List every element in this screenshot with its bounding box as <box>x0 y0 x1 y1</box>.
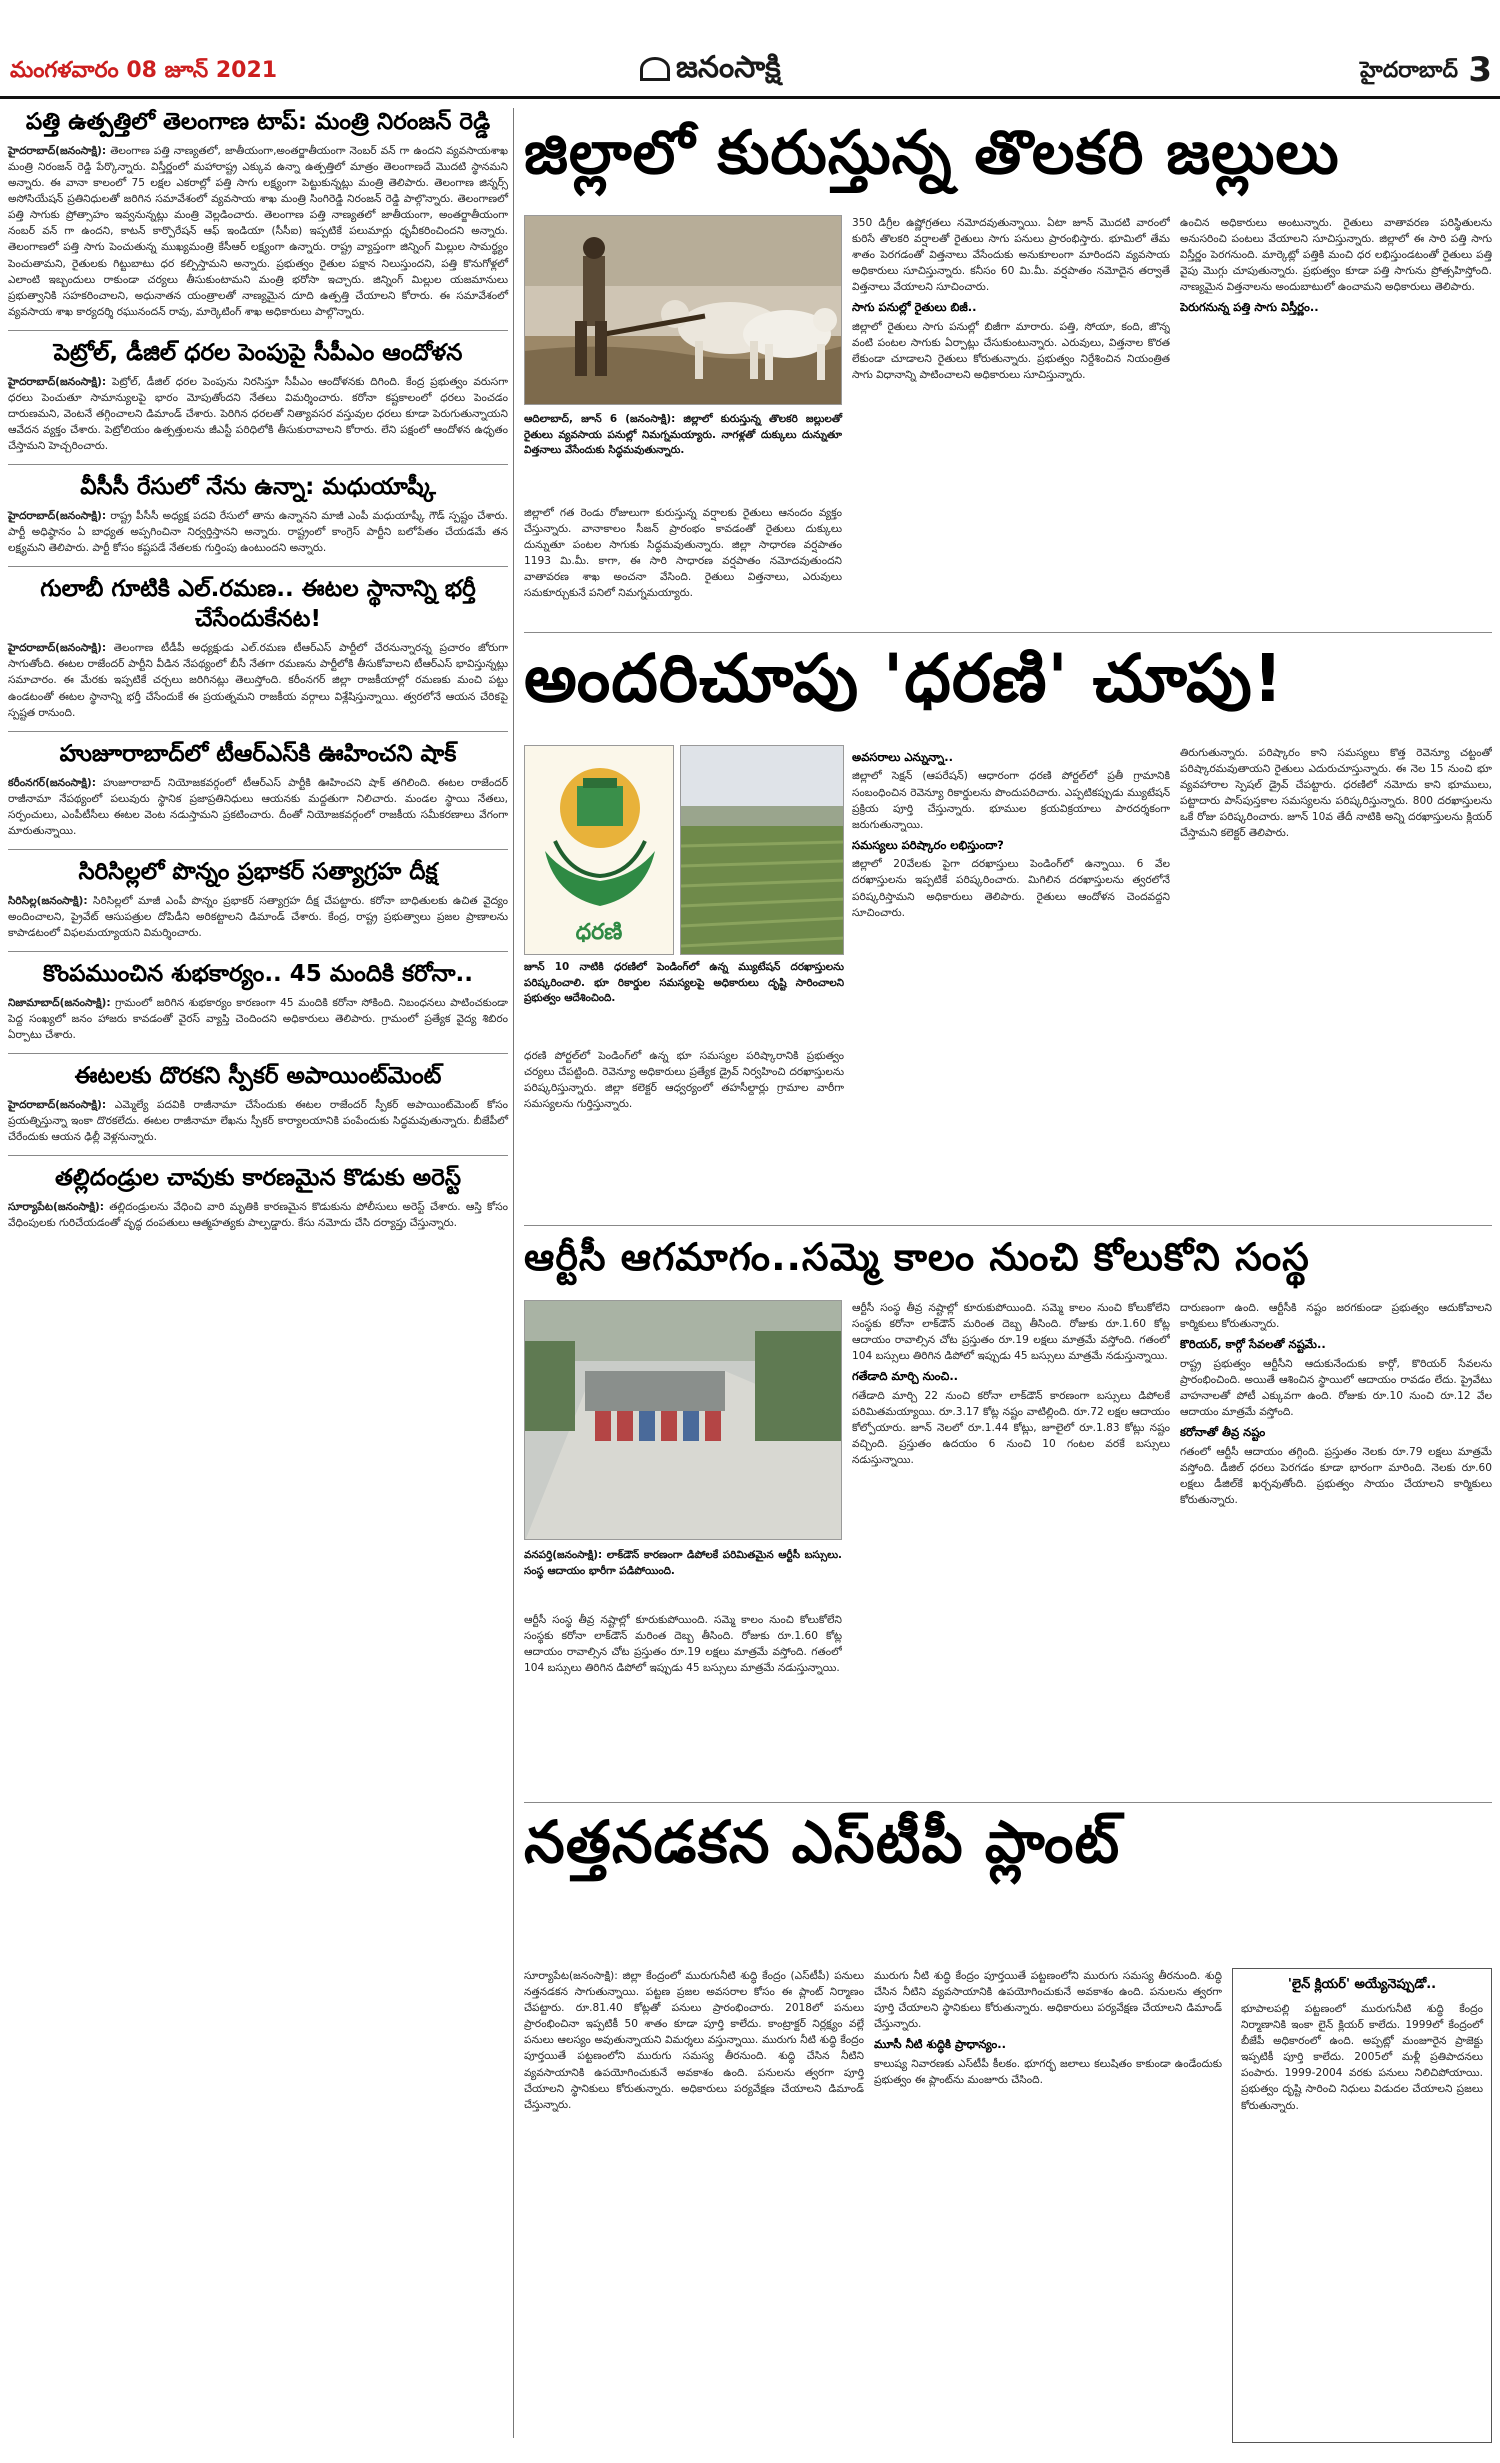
story-madhuyashki <box>8 473 508 556</box>
story-body <box>8 508 508 556</box>
dateline: సూర్యాపేట(జనంసాక్షి): <box>8 1201 104 1214</box>
story-text: సిరిసిల్లలో మాజీ ఎంపీ పొన్నం ప్రభాకర్ సత్యాగ్రహ దీక్ష చేపట్టారు. కరోనా బాధితులకు ఉచిత వైద్యం అందించాలని, ప్రైవేట్ ఆసుపత్రుల దోపిడీని అరికట్టాలని డిమాండ్ చేశారు. కేంద్ర, రాష్ట్ర ప్రభుత్వాలు ప్రజల ప్రాణాలను కాపాడటంలో విఫలమయ్యాయని విమర్శించారు. <box>8 894 508 940</box>
story-body <box>8 1199 508 1231</box>
story-body <box>8 1097 508 1145</box>
story-lramana <box>8 575 508 720</box>
story-headline: తల్లిదండ్రుల చావుకు కారణమైన కొడుకు అరెస్ట్ <box>55 1165 461 1192</box>
story-text: గ్రామంలో జరిగిన శుభకార్యం కారణంగా 45 మందికి కరోనా సోకింది. నిబంధనలు పాటించకుండా పెద్ద సంఖ్యలో జనం హాజరు కావడంతో వైరస్ వ్యాప్తి చెందిందని అధికారులు తెలిపారు. గ్రామంలో ప్రత్యేక వైద్య శిబిరం ఏర్పాటు చేశారు. <box>8 997 508 1042</box>
jillalo-col-c <box>1180 215 1492 627</box>
story-cpm <box>8 339 508 454</box>
headline-jillalo: జిల్లాలో కురుస్తున్న తొలకరి జల్లులు <box>524 118 1340 188</box>
dharani-hands-icon <box>525 746 674 916</box>
story-text: జిల్లాలో సెక్షన్ (ఆపరేషన్) ఆధారంగా ధరణి పోర్టల్‌లో ప్రతీ గ్రామానికి సంబంధించిన రెవెన్యూ రికార్డులను పొందుపరిచారు. ఎప్పటికప్పుడు మ్యుటేషన్ ప్రక్రియ పూర్తి చేస్తున్నారు. భూముల క్రయవిక్రయాలు పారదర్శకంగా జరుగుతున్నాయి. <box>852 770 1170 831</box>
story-headline: కొంపముంచిన శుభకార్యం.. 45 మందికి కరోనా.. <box>42 961 474 988</box>
dateline: కరీంనగర్(జనంసాక్షి): <box>8 776 97 789</box>
page-number: 3 <box>1468 50 1492 90</box>
edition-city: హైదరాబాద్ <box>1360 58 1458 83</box>
story-ponnam <box>8 858 508 941</box>
subheading: అవసరాలు ఎన్నున్నా.. <box>852 750 953 764</box>
dharani-logo <box>524 745 674 955</box>
story-text: గతంలో ఆర్టీసీ ఆదాయం తగ్గింది. ప్రస్తుతం నెలకు రూ.79 లక్షలు మాత్రమే వస్తోంది. డీజిల్ ధరలు పెరగడం కూడా భారంగా మారింది. నెలకు రూ.60 లక్షలు డీజిల్‌కే ఖర్చవుతోంది. ప్రభుత్వం సాయం చేయాలని కార్మికులు కోరుతున్నారు. <box>1180 1445 1492 1506</box>
story-text: తెలంగాణ టీడీపీ అధ్యక్షుడు ఎల్.రమణ టీఆర్ఎస్ పార్టీలో చేరనున్నారన్న ప్రచారం జోరుగా సాగుతోంది. ఈటల రాజేందర్ పార్టీని వీడిన నేపథ్యంలో బీసీ నేతగా రమణను పార్టీలోకి తీసుకోవాలని టీఆర్ఎస్ భావిస్తున్నట్లు సమాచారం. ఈ మేరకు ఇప్పటికే చర్చలు జరిగినట్లు తెలుస్తోంది. కరీంనగర్ జిల్లా రాజకీయాల్లో రమణకు మంచి పట్టు ఉండటంతో ఈటల స్థానాన్ని భర్తీ చేసేందుకే ఈ ప్రయత్నమని రాజకీయ వర్గాలు విశ్లేషిస్తున్నాయి. త్వరలోనే ఆయన చేరికపై స్పష్టత రానుంది. <box>8 642 509 719</box>
section-rule <box>524 1225 1492 1226</box>
dateline: హైదరాబాద్(జనంసాక్షి): <box>8 144 107 157</box>
story-divider <box>8 464 508 465</box>
story-son-arrest <box>8 1164 508 1231</box>
dateline: సిరిసిల్ల(జనంసాక్షి): <box>8 894 88 907</box>
masthead <box>0 0 1500 92</box>
story-body <box>8 995 508 1043</box>
farmer-oxen-illustration <box>525 216 842 405</box>
story-text: 350 డిగ్రీల ఉష్ణోగ్రతలు నమోదవుతున్నాయి. ఏటా జూన్ మొదటి వారంలో కురిసే తొలకరి వర్షాలతో రైతులు సాగు పనులు ప్రారంభిస్తారు. భూమిలో తేమ శాతం పెరగడంతో విత్తనాలు వేసేందుకు అనుకూలంగా మారిందని వ్యవసాయ అధికారులు సూచిస్తున్నారు. కనీసం 60 మి.మీ. వర్షపాతం నమోదైన తర్వాతే విత్తనాలు వేయాలని సూచించారు. <box>852 217 1170 294</box>
farmer-oxen-photo <box>524 215 842 405</box>
story-body <box>8 374 508 454</box>
story-text: జిల్లాలో గత రెండు రోజులుగా కురుస్తున్న వర్షాలకు రైతులు ఆనందం వ్యక్తం చేస్తున్నారు. వానాకాలం సీజన్ ప్రారంభం కావడంతో రైతులు దుక్కులు దున్నుతూ పంటల సాగుకు సిద్ధమవుతున్నారు. జిల్లా సాధారణ వర్షపాతం 1193 మి.మీ. కాగా, ఈ సారి సాధారణ వర్షపాతం నమోదవుతుందని వాతావరణ శాఖ అంచనా వేసింది. రైతులు విత్తనాలు, ఎరువులు సమకూర్చుకునే పనిలో నిమగ్నమయ్యారు. <box>524 507 842 600</box>
dateline: హైదరాబాద్(జనంసాక్షి): <box>8 1099 107 1112</box>
dateline: హైదరాబాద్(జనంసాక్షి): <box>8 510 107 523</box>
dharani-col-c <box>1180 745 1492 1218</box>
story-eatala-speaker <box>8 1062 508 1145</box>
story-divider <box>8 1053 508 1054</box>
subheading: గతేడాది మార్చి నుంచి.. <box>852 1369 959 1384</box>
story-divider <box>8 951 508 952</box>
dharani-col-a <box>524 1048 844 1218</box>
subheading: సమస్యలు పరిష్కారం లభిస్తుందా? <box>852 837 1004 852</box>
photo-caption: ఆదిలాబాద్, జూన్ 6 (జనంసాక్షి): జిల్లాలో కురుస్తున్న తొలకరి జల్లులతో రైతులు వ్యవసాయ పనుల్లో నిమగ్నమయ్యారు. నాగళ్లతో దుక్కులు దున్నుతూ విత్తనాలు వేసేందుకు సిద్ధమవుతున్నారు. <box>524 413 842 457</box>
story-text: ఆర్టీసీ సంస్థ తీవ్ర నష్టాల్లో కూరుకుపోయింది. సమ్మె కాలం నుంచి కోలుకోలేని సంస్థకు కరోనా లాక్‌డౌన్ మరింత దెబ్బ తీసింది. రోజుకు రూ.1.60 కోట్ల ఆదాయం రావాల్సిన చోట ప్రస్తుతం రూ.19 లక్షలు మాత్రమే వస్తోంది. గతంలో 104 బస్సులు తిరిగిన డిపోలో ఇప్పుడు 45 బస్సులు మాత్రమే నడుస్తున్నాయి. <box>524 1614 842 1675</box>
logo-text: జనంసాక్షి <box>676 50 781 85</box>
story-divider <box>8 849 508 850</box>
bus-depot-illustration <box>525 1301 842 1540</box>
story-corona-45 <box>8 960 508 1043</box>
photo-caption: జూన్ 10 నాటికి ధరణిలో పెండింగ్‌లో ఉన్న మ్యుటేషన్ దరఖాస్తులను పరిష్కరించాలి. భూ రికార్డుల సమస్యలపై అధికారులు దృష్టి సారించాలని ప్రభుత్వం ఆదేశించింది. <box>524 961 844 1005</box>
story-text: ఉంచిన అధికారులు అంటున్నారు. రైతులు వాతావరణ పరిస్థితులను అనుసరించి పంటలు వేయాలని సూచిస్తున్నారు. జిల్లాలో ఈ సారి పత్తి సాగు విస్తీర్ణం పెరగనుంది. మార్కెట్లో పత్తికి మంచి ధర లభిస్తుండటంతో రైతులు పత్తి వైపు మొగ్గు చూపుతున్నారు. ప్రభుత్వం కూడా పత్తి సాగును ప్రోత్సహిస్తోంది. నాణ్యమైన విత్తనాలను అందుబాటులో ఉంచామని అధికారులు తెలిపారు. <box>1180 217 1492 294</box>
dateline: హైదరాబాద్(జనంసాక్షి): <box>8 375 107 388</box>
subheading: సాగు పనుల్లో రైతులు బిజీ.. <box>852 300 977 315</box>
story-headline: గులాబీ గూటికి ఎల్.రమణ.. ఈటల స్థానాన్ని భర్తీ చేసేందుకేనట! <box>40 576 476 633</box>
story-headline: ఈటలకు దొరకని స్పీకర్ అపాయింట్‌మెంట్ <box>74 1063 442 1090</box>
subheading: కరోనాతో తీవ్ర నష్టం <box>1180 1425 1266 1440</box>
edition-date: మంగళవారం 08 జూన్ 2021 <box>10 58 278 83</box>
stp-sidebar-box <box>1232 1968 1492 2443</box>
rtc-col-a <box>524 1612 842 1797</box>
field-illustration <box>681 746 844 955</box>
rtc-col-b <box>852 1300 1170 1797</box>
story-divider <box>8 330 508 331</box>
photo-caption: వనపర్తి(జనంసాక్షి): లాక్‌డౌన్ కారణంగా డిపోలకే పరిమితమైన ఆర్టీసీ బస్సులు. సంస్థ ఆదాయం భారీగా పడిపోయింది. <box>524 1549 842 1577</box>
masthead-rule <box>0 96 1500 99</box>
bus-depot-photo <box>524 1300 842 1540</box>
rtc-col-c <box>1180 1300 1492 1797</box>
subheading: పెరుగనున్న పత్తి సాగు విస్తీర్ణం.. <box>1180 300 1319 315</box>
headline-rtc: ఆర్టీసీ ఆగమాగం..సమ్మె కాలం నుంచి కోలుకోని సంస్థ <box>524 1235 1310 1279</box>
story-text: జిల్లాలో 20వేలకు పైగా దరఖాస్తులు పెండింగ్‌లో ఉన్నాయి. 6 వేల దరఖాస్తులను ఇప్పటికే పరిష్కరించారు. మిగిలిన దరఖాస్తులను త్వరలోనే పరిష్కరిస్తామని అధికారులు తెలిపారు. రైతులు ఆందోళన చెందవద్దని సూచించారు. <box>852 858 1170 919</box>
story-headline: వీసీసీ రేసులో నేను ఉన్నా: మధుయాష్కీ <box>80 474 436 501</box>
dharani-col-b <box>852 745 1170 1218</box>
story-text: రాష్ట్ర ప్రభుత్వం ఆర్టీసీని ఆదుకునేందుకు కార్గో, కొరియర్ సేవలను ప్రారంభించింది. అయితే ఆశించిన స్థాయిలో ఆదాయం రావడం లేదు. ప్రైవేటు వాహనాలతో పోటీ ఎక్కువగా ఉంది. రోజుకు రూ.10 నుంచి రూ.12 వేల ఆదాయం మాత్రమే వస్తోంది. <box>1180 1357 1492 1418</box>
story-text: మురుగు నీటి శుద్ధి కేంద్రం పూర్తయితే పట్టణంలోని మురుగు సమస్య తీరనుంది. శుద్ధి చేసిన నీటిని వ్యవసాయానికి ఉపయోగించుకునే అవకాశం ఉంది. పనులను త్వరగా పూర్తి చేయాలని స్థానికులు కోరుతున్నారు. అధికారులు పర్యవేక్షణ చేయాలని డిమాండ్ చేస్తున్నారు. <box>524 2034 864 2111</box>
story-headline: పెట్రోల్, డీజిల్ ధరల పెంపుపై సీపీఎం ఆందోళన <box>53 339 463 366</box>
jillalo-col-a <box>524 505 842 627</box>
story-headline: హుజూరాబాద్‌లో టీఆర్ఎస్‌కి ఊహించని షాక్ <box>59 740 457 767</box>
story-body <box>8 143 508 320</box>
story-text: సూర్యాపేట(జనంసాక్షి): జిల్లా కేంద్రంలో మురుగునీటి శుద్ధి కేంద్రం (ఎస్‌టీపీ) పనులు నత్తనడకన సాగుతున్నాయి. పట్టణ ప్రజల అవసరాల కోసం ఈ ప్లాంట్ నిర్మాణం చేపట్టారు. రూ.81.40 కోట్లతో పనులు ప్రారంభించారు. 2018లో పనులు ప్రారంభించినా ఇప్పటికీ 50 శాతం కూడా పూర్తి కాలేదు. కాంట్రాక్టర్ నిర్లక్ష్యం వల్లే పనులు ఆలస్యం అవుతున్నాయని విమర్శలు వస్తున్నాయి. <box>524 1970 864 2047</box>
story-text: తల్లిదండ్రులను వేధించి వారి మృతికి కారణమైన కొడుకును పోలీసులు అరెస్ట్ చేశారు. ఆస్తి కోసం వేధింపులకు గురిచేయడంతో వృద్ధ దంపతులు ఆత్మహత్యకు పాల్పడ్డారు. కేసు నమోదు చేసి దర్యాప్తు చేస్తున్నారు. <box>8 1201 509 1230</box>
story-text: ఎమ్మెల్యే పదవికి రాజీనామా చేసేందుకు ఈటల రాజేందర్ స్పీకర్ అపాయింట్‌మెంట్ కోసం ప్రయత్నిస్తున్నా ఇంకా దొరకలేదు. ఈటల రాజీనామా లేఖను స్పీకర్ కార్యాలయానికి పంపేందుకు సిద్ధమవుతున్నారు. బీజేపీలో చేరేందుకు ఆయన ఢిల్లీ వెళ్లనున్నారు. <box>8 1099 508 1144</box>
newspaper-logo <box>640 50 781 92</box>
story-text: జిల్లాలో రైతులు సాగు పనుల్లో బిజీగా మారారు. పత్తి, సోయా, కంది, జొన్న వంటి పంటల సాగుకు ఏర్పాట్లు చేసుకుంటున్నారు. ఎరువులు, విత్తనాల కొరత లేకుండా చూడాలని రైతులు కోరుతున్నారు. ప్రభుత్వం నిర్దేశించిన నియంత్రిత సాగు విధానాన్ని పాటించాలని అధికారులు సూచిస్తున్నారు. <box>852 320 1170 382</box>
story-text: తెలంగాణ పత్తి నాణ్యతలో, జాతీయంగా,అంతర్జాతీయంగా నెంబర్ వన్ గా ఉందని వ్యవసాయశాఖ మంత్రి నిరంజన్ రెడ్డి పేర్కొన్నారు. విస్తీర్ణంలో మహారాష్ట్ర ఎక్కువ ఉన్నా ఉత్పత్తిలో మాత్రం తెలంగాణదే మొదటి స్థానమని అన్నారు. ఈ వానా కాలంలో 75 లక్షల ఎకరాల్లో పత్తి సాగు లక్ష్యంగా పెట్టుకున్నట్లు మంత్రి తెలిపారు. తెలంగాణ జిన్నర్స్ అసోసియేషన్ ప్రతినిధులతో జరిగిన సమావేశంలో వ్యవసాయ శాఖ మంత్రి సింగిరెడ్డి నిరంజన్ రెడ్డి పాల్గొన్నారు. తెలంగాణలో పత్తి సాగుకు ప్రోత్సాహం ఇవ్వనున్నట్లు మంత్రి వెల్లడించారు. తెలంగాణ పత్తి నాణ్యతలో జాతీయంగా, అంతర్జాతీయంగా నంబర్ వన్ గా ఉందని, కాటన్ కార్పొరేషన్ ఆఫ్ ఇండియా (సీసీఐ) ఇప్పటికే పలుమార్లు ధృవీకరించిందని అన్నారు. తెలంగాణలో పత్తి సాగు పెంచుతున్న ముఖ్యమంత్రి కేసీఆర్ లక్ష్యంగా ఉన్నారు. రాష్ట్ర వ్యాప్తంగా జిన్నింగ్ మిల్లుల సామర్థ్యం పెంచుతామని, రైతులకు గిట్టుబాటు ధర కల్పిస్తామని అన్నారు. ప్రభుత్వం రైతుల పక్షాన నిలుస్తుందని, పత్తి కొనుగోళ్లలో ఎలాంటి ఇబ్బందులు రాకుండా చర్యలు తీసుకుంటామని మంత్రి భరోసా ఇచ్చారు. జిన్నింగ్ మిల్లుల యజమానులు ప్రభుత్వానికి సహకరించాలని, అధునాతన యంత్రాలతో నాణ్యమైన దూది ఉత్పత్తి చేయాలని కోరారు. ఈ సమావేశంలో వ్యవసాయ శాఖ కార్యదర్శి రఘునందన్ రావు, మార్కెటింగ్ శాఖ అధికారులు పాల్గొన్నారు. <box>8 144 508 318</box>
story-huzurabad <box>8 740 508 839</box>
column-rule <box>513 108 514 2438</box>
section-rule <box>524 632 1492 633</box>
story-headline: పత్తి ఉత్పత్తిలో తెలంగాణ టాప్: మంత్రి నిరంజన్ రెడ్డి <box>25 109 491 135</box>
story-headline: సిరిసిల్లలో పొన్నం ప్రభాకర్ సత్యాగ్రహ దీక్ష <box>78 858 438 885</box>
box-title: 'లైన్ క్లియర్' అయ్యేనెప్పుడో.. <box>1287 1977 1437 1992</box>
field-photo <box>680 745 844 955</box>
story-text: దారుణంగా ఉంది. ఆర్టీసీకి నష్టం జరగకుండా ప్రభుత్వం ఆదుకోవాలని కార్మికులు కోరుతున్నారు. <box>1180 1302 1492 1331</box>
subheading: కొరియర్, కార్గో సేవలతో నష్టమే.. <box>1180 1337 1326 1352</box>
logo-mark-icon <box>640 57 670 81</box>
story-text: హుజూరాబాద్ నియోజకవర్గంలో టీఆర్ఎస్ పార్టీకి ఊహించని షాక్ తగిలింది. ఈటల రాజేందర్ రాజీనామా నేపథ్యంలో పలువురు స్థానిక ప్రజాప్రతినిధులు ఆయనకు మద్దతుగా నిలిచారు. మండల స్థాయి నేతలు, సర్పంచులు, ఎంపీటీసీలు ఈటల వెంట నడుస్తామని ప్రకటించారు. దీంతో నియోజకవర్గంలో రాజకీయ సమీకరణాలు వేగంగా మారుతున్నాయి. <box>8 776 508 837</box>
story-text: గతేడాది మార్చి 22 నుంచి కరోనా లాక్‌డౌన్ కారణంగా బస్సులు డిపోలకే పరిమితమయ్యాయి. రూ.3.17 కోట్ల నష్టం వాటిల్లింది. రూ.72 లక్షల ఆదాయం కోల్పోయారు. జూన్ నెలలో రూ.1.44 కోట్లు, జూలైలో రూ.1.83 కోట్లు నష్టం వచ్చింది. ప్రస్తుతం ఉదయం 6 నుంచి 10 గంటల వరకే బస్సులు నడుస్తున్నాయి. <box>852 1389 1170 1467</box>
stp-col-a <box>524 1968 864 2443</box>
story-cotton <box>8 108 508 320</box>
dateline: నిజామాబాద్(జనంసాక్షి): <box>8 997 111 1010</box>
story-text: ధరణి పోర్టల్‌లో పెండింగ్‌లో ఉన్న భూ సమస్యల పరిష్కారానికి ప్రభుత్వం చర్యలు చేపట్టింది. రెవెన్యూ అధికారులు ప్రత్యేక డ్రైవ్ నిర్వహించి దరఖాస్తులను పరిష్కరిస్తున్నారు. జిల్లా కలెక్టర్ ఆధ్వర్యంలో తహసీల్దార్లు గ్రామాల వారీగా సమస్యలను గుర్తిస్తున్నారు. <box>524 1050 844 1111</box>
story-divider <box>8 566 508 567</box>
box-body: భూపాలపల్లి పట్టణంలో మురుగునీటి శుద్ధి కేంద్రం నిర్మాణానికి ఇంకా లైన్ క్లియర్ కాలేదు. 1999లో కేంద్రంలో బీజేపీ అధికారంలో ఉంది. అప్పట్లో మంజూరైన ప్రాజెక్టు ఇప్పటికీ పూర్తి కాలేదు. 2005లో మళ్లీ ప్రతిపాదనలు పంపారు. 1999-2004 వరకు పనులు నిలిచిపోయాయి. ప్రభుత్వం దృష్టి సారించి నిధులు విడుదల చేయాలని ప్రజలు కోరుతున్నారు. <box>1241 2003 1483 2112</box>
story-text: పెట్రోల్, డీజిల్ ధరల పెంపును నిరసిస్తూ సీపీఎం ఆందోళనకు దిగింది. కేంద్ర ప్రభుత్వం వరుసగా ధరలు పెంచుతూ సామాన్యులపై భారం మోపుతోందని నేతలు విమర్శించారు. కరోనా కష్టకాలంలో ధరలు పెంచడం దారుణమని, వెంటనే తగ్గించాలని డిమాండ్ చేశారు. పెరిగిన ధరలతో నిత్యావసర వస్తువుల ధరలు కూడా పెరుగుతున్నాయని ఆవేదన వ్యక్తం చేశారు. పెట్రోలియం ఉత్పత్తులను జీఎస్టీ పరిధిలోకి తీసుకురావాలని కోరారు. లేని పక్షంలో ఆందోళన ఉధృతం చేస్తామని హెచ్చరించారు. <box>8 375 508 453</box>
story-body <box>8 640 508 720</box>
section-rule <box>524 1802 1492 1803</box>
subheading: మూసీ నీటి శుద్ధికి ప్రాధాన్యం.. <box>874 2037 1006 2052</box>
headline-stp: నత్తనడకన ఎస్‌టీపీ ప్లాంట్ <box>524 1808 1121 1876</box>
headline-dharani: అందరిచూపు 'ధరణి' చూపు! <box>524 640 1284 717</box>
dharani-logo-text: ధరణి <box>575 920 623 945</box>
story-text: తిరుగుతున్నారు. పరిష్కారం కాని సమస్యలు కొత్త రెవెన్యూ చట్టంతో పరిష్కారమవుతాయని రైతులు ఎదురుచూస్తున్నారు. ఈ నెల 15 నుంచి భూ వ్యవహారాల స్పెషల్ డ్రైవ్ చేపట్టారు. ధరణిలో నమోదు కాని భూములు, పట్టాదారు పాస్‌పుస్తకాల సమస్యలను పరిష్కరిస్తున్నారు. 800 దరఖాస్తులను ఒకే రోజు పరిష్కరించారు. జూన్ 10వ తేదీ నాటికి అన్ని దరఖాస్తులను క్లియర్ చేస్తామని కలెక్టర్ తెలిపారు. <box>1180 747 1492 840</box>
story-text: ఆర్టీసీ సంస్థ తీవ్ర నష్టాల్లో కూరుకుపోయింది. సమ్మె కాలం నుంచి కోలుకోలేని సంస్థకు కరోనా లాక్‌డౌన్ మరింత దెబ్బ తీసింది. రోజుకు రూ.1.60 కోట్ల ఆదాయం రావాల్సిన చోట ప్రస్తుతం రూ.19 లక్షలు మాత్రమే వస్తోంది. గతంలో 104 బస్సులు తిరిగిన డిపోలో ఇప్పుడు 45 బస్సులు మాత్రమే నడుస్తున్నాయి. <box>852 1302 1170 1363</box>
jillalo-col-b <box>852 215 1170 627</box>
story-divider <box>8 1155 508 1156</box>
story-body <box>8 893 508 941</box>
stp-col-b <box>874 1968 1222 2443</box>
story-divider <box>8 731 508 732</box>
story-body <box>8 775 508 839</box>
story-text: రాష్ట్ర పీసీసీ అధ్యక్ష పదవి రేసులో తాను ఉన్నానని మాజీ ఎంపీ మధుయాష్కీ గౌడ్ స్పష్టం చేశారు. పార్టీ అధిష్ఠానం ఏ బాధ్యత అప్పగించినా నిర్వర్తిస్తానని అన్నారు. రాష్ట్రంలో కాంగ్రెస్ పార్టీని బలోపేతం చేయడమే తన లక్ష్యమని తెలిపారు. పార్టీ కోసం కష్టపడే నేతలకు గుర్తింపు ఉంటుందని అన్నారు. <box>8 510 508 555</box>
story-text: కాలుష్య నివారణకు ఎస్‌టీపీ కీలకం. భూగర్భ జలాలు కలుషితం కాకుండా ఉండేందుకు ప్రభుత్వం ఈ ప్లాంట్‌ను మంజూరు చేసింది. <box>874 2057 1222 2086</box>
story-text: మురుగు నీటి శుద్ధి కేంద్రం పూర్తయితే పట్టణంలోని మురుగు సమస్య తీరనుంది. శుద్ధి చేసిన నీటిని వ్యవసాయానికి ఉపయోగించుకునే అవకాశం ఉంది. పనులను త్వరగా పూర్తి చేయాలని స్థానికులు కోరుతున్నారు. అధికారులు పర్యవేక్షణ చేయాలని డిమాండ్ చేస్తున్నారు. <box>874 1970 1222 2031</box>
left-column <box>8 108 508 1242</box>
dateline: హైదరాబాద్(జనంసాక్షి): <box>8 642 107 655</box>
